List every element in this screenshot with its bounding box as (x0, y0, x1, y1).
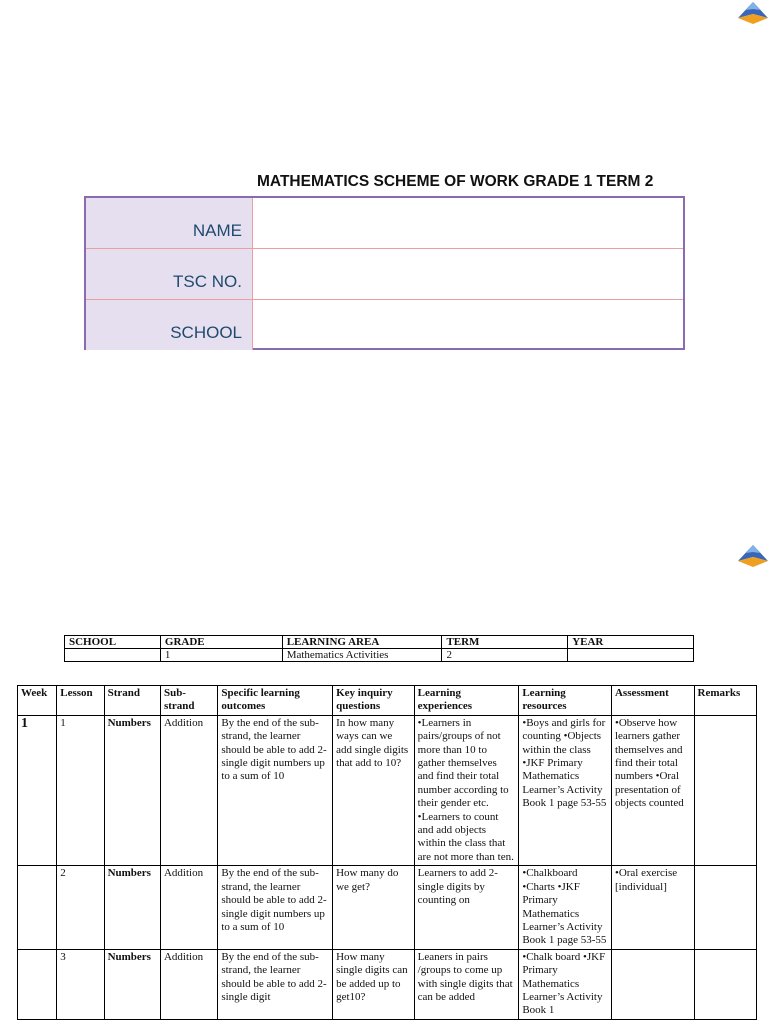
remarks-cell (694, 949, 756, 1019)
info-header: GRADE (160, 636, 282, 649)
logo-icon (736, 543, 768, 573)
questions-cell: How many single digits can be added up to get10? (333, 949, 415, 1019)
assessment-cell: •Observe how learners gather themselves and find their total numbers •Oral presentation of objects counted (611, 715, 694, 865)
info-value-row (65, 649, 694, 662)
scheme-header: Strand (104, 686, 160, 716)
scheme-header: Week (18, 686, 57, 716)
info-value: 1 (160, 649, 282, 662)
experiences-cell: Leaners in pairs /groups to come up with single digits that can be added (414, 949, 519, 1019)
name-row (86, 198, 683, 248)
table-row (18, 715, 757, 865)
outcomes-cell: By the end of the sub-strand, the learner should be able to add 2-single digit numbers up to a sum of 10 (218, 715, 333, 865)
scheme-table (17, 685, 757, 1020)
info-value (568, 649, 694, 662)
table-row (18, 949, 757, 1019)
questions-cell: How many do we get? (333, 866, 415, 949)
document-title: MATHEMATICS SCHEME OF WORK GRADE 1 TERM 2 (257, 173, 654, 190)
info-header-row (65, 636, 694, 649)
strand-cell: Numbers (104, 866, 160, 949)
info-table (64, 635, 694, 662)
experiences-cell: •Learners in pairs/groups of not more than 10 to gather themselves and find their total number according to their gender etc. •Learners to count and add objects within the class that are not more than ten. (414, 715, 519, 865)
scheme-header: Lesson (57, 686, 104, 716)
scheme-header: Learning resources (519, 686, 612, 716)
info-header: LEARNING AREA (282, 636, 442, 649)
assessment-cell (611, 949, 694, 1019)
sub-strand-cell: Addition (160, 866, 217, 949)
info-value: Mathematics Activities (282, 649, 442, 662)
assessment-cell: •Oral exercise [individual] (611, 866, 694, 949)
scheme-header: Assessment (611, 686, 694, 716)
table-row (18, 866, 757, 949)
name-label: NAME (86, 198, 253, 248)
resources-cell: •Boys and girls for counting •Objects within the class •JKF Primary Mathematics Learner’s Activity Book 1 page 53-55 (519, 715, 612, 865)
scheme-header: Key inquiry questions (333, 686, 415, 716)
week-cell (18, 949, 57, 1019)
school-row (86, 299, 683, 350)
info-header: TERM (442, 636, 568, 649)
info-header: YEAR (568, 636, 694, 649)
week-cell (18, 866, 57, 949)
sub-strand-cell: Addition (160, 715, 217, 865)
info-value (65, 649, 161, 662)
tsc-label: TSC NO. (86, 249, 253, 299)
scheme-header: Remarks (694, 686, 756, 716)
lesson-cell: 1 (57, 715, 104, 865)
info-value: 2 (442, 649, 568, 662)
sub-strand-cell: Addition (160, 949, 217, 1019)
remarks-cell (694, 866, 756, 949)
resources-cell: •Chalk board •JKF Primary Mathematics Learner’s Activity Book 1 (519, 949, 612, 1019)
logo-icon (736, 0, 768, 30)
tsc-row (86, 248, 683, 299)
scheme-header-row (18, 686, 757, 716)
lesson-cell: 2 (57, 866, 104, 949)
id-form (84, 196, 685, 350)
strand-cell: Numbers (104, 949, 160, 1019)
resources-cell: •Chalkboard •Charts •JKF Primary Mathematics Learner’s Activity Book 1 page 53-55 (519, 866, 612, 949)
outcomes-cell: By the end of the sub-strand, the learner should be able to add 2-single digit numbers up to a sum of 10 (218, 866, 333, 949)
remarks-cell (694, 715, 756, 865)
questions-cell: In how many ways can we add single digits that add to 10? (333, 715, 415, 865)
lesson-cell: 3 (57, 949, 104, 1019)
strand-cell: Numbers (104, 715, 160, 865)
school-label: SCHOOL (86, 300, 253, 350)
scheme-header: Learning experiences (414, 686, 519, 716)
week-cell: 1 (18, 715, 57, 865)
scheme-header: Specific learning outcomes (218, 686, 333, 716)
info-header: SCHOOL (65, 636, 161, 649)
scheme-header: Sub-strand (160, 686, 217, 716)
experiences-cell: Learners to add 2-single digits by counting on (414, 866, 519, 949)
outcomes-cell: By the end of the sub-strand, the learner should be able to add 2-single digit (218, 949, 333, 1019)
